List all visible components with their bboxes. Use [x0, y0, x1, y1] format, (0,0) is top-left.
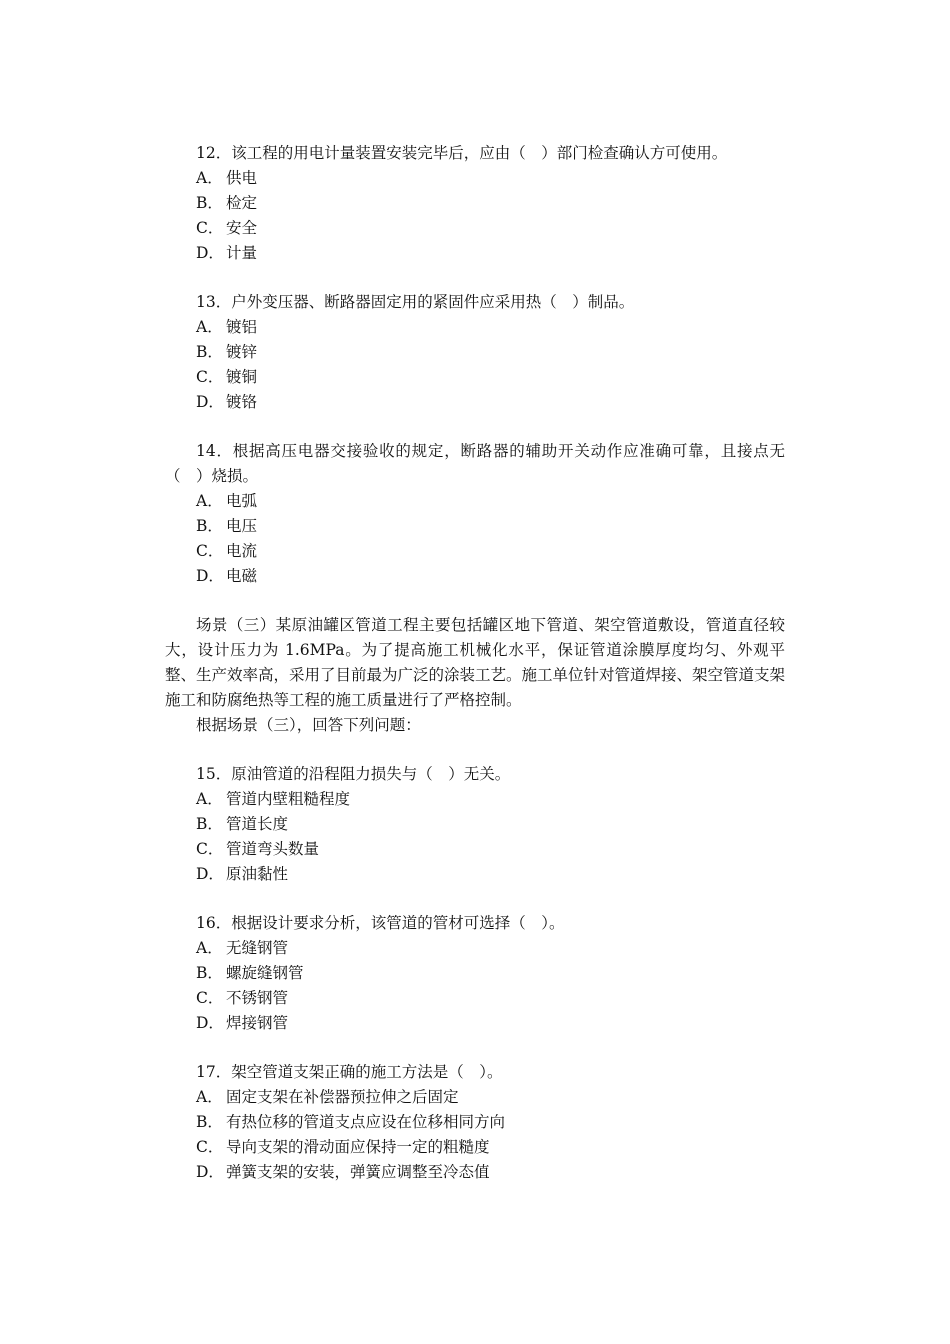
question-stem: 12．该工程的用电计量装置安装完毕后，应由（ ）部门检查确认方可使用。	[196, 144, 728, 162]
option-d: D． 焊接钢管	[196, 1014, 289, 1032]
option-c: C． 导向支架的滑动面应保持一定的粗糙度	[196, 1138, 490, 1156]
spacer	[165, 887, 785, 911]
option-d: D． 计量	[196, 244, 258, 262]
option-a: A． 管道内壁粗糙程度	[196, 790, 351, 808]
option-c: C． 电流	[196, 542, 258, 560]
spacer	[165, 738, 785, 762]
option-c: C． 镀铜	[196, 368, 258, 386]
option-c: C． 管道弯头数量	[196, 840, 320, 858]
scenario-text: 场景（三）某原油罐区管道工程主要包括罐区地下管道、架空管道敷设，管道直径较大，设计压力为 1.6MPa。为了提高施工机械化水平，保证管道涂膜厚度均匀、外观平整、生产效率高，采用了目前最为广泛的涂装工艺。施工单位针对管道焊接、架空管道支架施工和防腐绝热等工程的施工质量进行了严格控制。	[165, 616, 786, 709]
option-b: B． 镀锌	[196, 343, 258, 361]
question-stem: 16．根据设计要求分析，该管道的管材可选择（ ）。	[196, 914, 565, 932]
question-14	[165, 439, 785, 589]
option-a: A． 固定支架在补偿器预拉伸之后固定	[196, 1088, 459, 1106]
option-b: B． 有热位移的管道支点应设在位移相同方向	[196, 1113, 506, 1131]
question-stem: 14．根据高压电器交接验收的规定，断路器的辅助开关动作应准确可靠，且接点无（ ）烧损。	[165, 442, 785, 485]
spacer	[165, 266, 785, 290]
option-d: D． 原油黏性	[196, 865, 289, 883]
scenario-block	[165, 613, 785, 738]
question-17	[165, 1060, 785, 1185]
option-c: C． 不锈钢管	[196, 989, 289, 1007]
option-b: B． 检定	[196, 194, 258, 212]
option-d: D． 镀铬	[196, 393, 258, 411]
question-12	[165, 141, 785, 266]
option-c: C． 安全	[196, 219, 258, 237]
option-b: B． 螺旋缝钢管	[196, 964, 304, 982]
option-a: A． 电弧	[196, 492, 258, 510]
option-d: D． 弹簧支架的安装，弹簧应调整至冷态值	[196, 1163, 490, 1181]
option-a: A． 无缝钢管	[196, 939, 289, 957]
question-stem: 17．架空管道支架正确的施工方法是（ ）。	[196, 1063, 503, 1081]
question-13	[165, 290, 785, 415]
spacer	[165, 415, 785, 439]
document-body	[165, 141, 785, 1185]
scenario-prompt: 根据场景（三），回答下列问题：	[196, 716, 421, 734]
option-b: B． 管道长度	[196, 815, 289, 833]
question-stem: 13．户外变压器、断路器固定用的紧固件应采用热（ ）制品。	[196, 293, 635, 311]
spacer	[165, 589, 785, 613]
question-15	[165, 762, 785, 887]
option-d: D． 电磁	[196, 567, 258, 585]
question-16	[165, 911, 785, 1036]
spacer	[165, 1036, 785, 1060]
option-a: A． 供电	[196, 169, 258, 187]
question-stem: 15．原油管道的沿程阻力损失与（ ）无关。	[196, 765, 511, 783]
option-a: A． 镀铝	[196, 318, 258, 336]
option-b: B． 电压	[196, 517, 258, 535]
